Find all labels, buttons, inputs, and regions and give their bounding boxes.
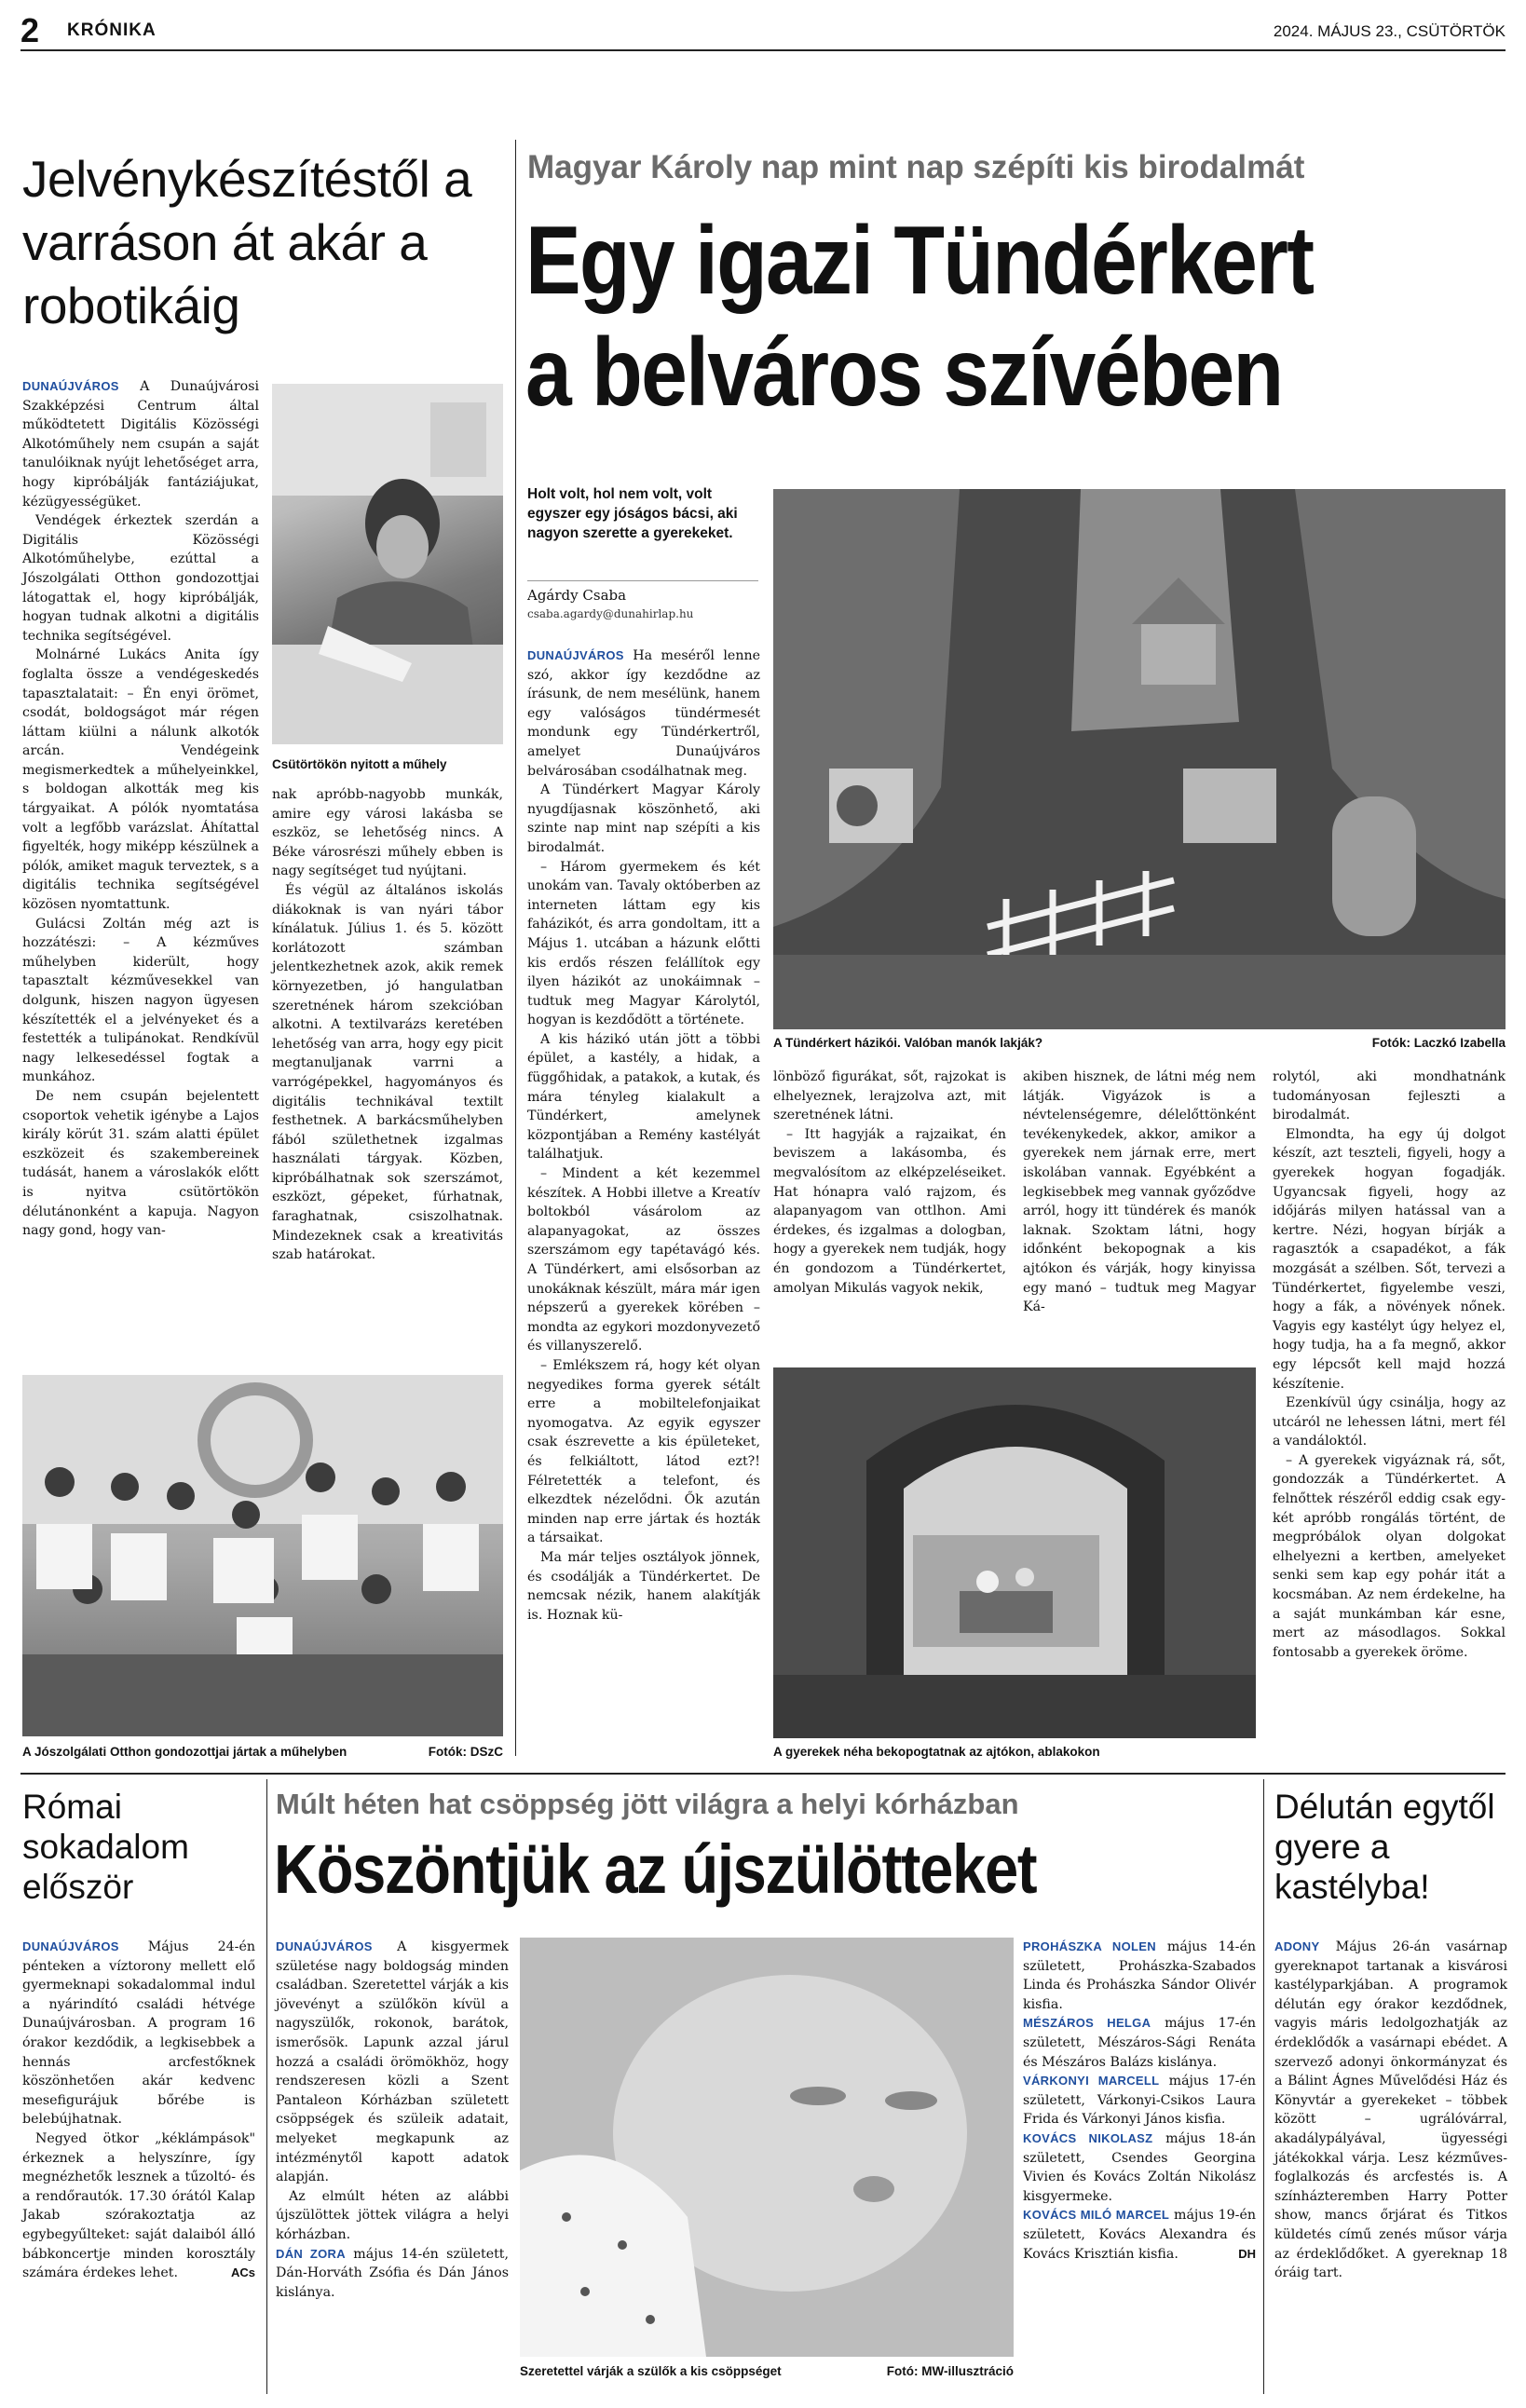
main-lead: Holt volt, hol nem volt, volt egyszer egy jóságos bácsi, aki nagyon szerette a gyerekeket. — [527, 486, 738, 541]
newborn-entry: KOVÁCS NIKOLASZ május 18-án született, Csendes Georgina Vivien és Kovács Zoltán Nikolász kisgyermeke. — [1023, 2130, 1256, 2204]
dateline: DUNAÚJVÁROS — [22, 379, 119, 393]
author-email: csaba.agardy@dunahirlap.hu — [527, 607, 694, 620]
main-col1 — [527, 646, 760, 1625]
main-para: – Emlékszem rá, hogy két olyan negyedikes forma gyerek sétált erre a mobiltelefonjaikat nyomogatva. Az egyik egyszer csak észrevette a kis épületeket, és felkiáltott, látod ezt?! Félretették a telefont, és elkezdtek nézelődni. Ők azután minden nap erre jártak és hozták a társaikat. — [527, 1357, 760, 1546]
main-para: – Itt hagyják a rajzaikat, én beviszem a lakásomba, és megvalósítom az elképzeléseiket. Hat hónapra való rajzom, és alapanyagom van ottlhon. Ami érdekes, és izgalmas a dologban, hogy a gyerekek nem tudják, hogy én gondozom a Tündérkertet, amolyan Mikulás vagyok nekik, — [773, 1126, 1006, 1296]
fairy-garden-photo — [773, 489, 1506, 1029]
column-divider — [266, 1779, 267, 2394]
newborn-para: DUNAÚJVÁROS A kisgyermek születése nagy boldogság minden családban. Szeretettel várják a kis jövevényt a szülőkön kívül a nagyszülők, rokonok, barátok, ismerősök. Lapunk azzal járul hozzá a családi örömökhöz, hogy rendszeresen közli a Szent Pantaleon Kórházban született csöppségek és szüleik adatait, melyeket megkapunk az intézménytől kapott adatok alapján. — [276, 1939, 509, 2185]
issue-date: 2024. MÁJUS 23., CSÜTÖRTÖK — [1273, 22, 1506, 40]
bottom-right-title: Délután egytől gyere a kastélyba! — [1274, 1788, 1495, 1906]
main-title-line2: a belváros szívében — [525, 319, 1283, 427]
fairy-garden-credit: Fotók: Laczkó Izabella — [1371, 1036, 1506, 1050]
bottom-left-para: DUNAÚJVÁROS Május 24-én pénteken a víztorony mellett elő gyermeknapi sokadalommal indul a nyárindító családi hétvége Dunaújvárosban. A program 16 órakor kezdődik, a legkisebbek a hennás arcfestőknek köszönhetően akár kedvenc mesefigurájuk bőrébe is belebújhatnak. — [22, 1939, 255, 2128]
left-article-para: nak apróbb-nagyobb munkák, amire egy városi lakásba se eszköz, se lehetőség nincs. A Béke városrészi műhely ebben is nagy segítséget tud nyújtani. — [272, 787, 503, 879]
main-para: akiben hisznek, de látni még nem látják. Vigyázok is a névtelenségemre, délelőttönként tevékenykedek, akkor, amikor a gyerekek nem járnak erre, mert iskolában vannak. Egyébként a legkisebbek meg vannak győződve arról, hogy itt tündérek és manók laknak. Szoktam látni, hogy időnként bekopognak a kis ajtókon és várják, hogy kinyissa egy manó – tudtuk meg Magyar Ká- — [1023, 1069, 1256, 1315]
left-article-col2 — [272, 785, 503, 1265]
fairy-garden-caption — [773, 1035, 1506, 1052]
left-article-title: Jelvénykészítéstől a varráson át akár a robotikáig — [22, 150, 472, 334]
author-block — [527, 585, 758, 622]
left-article-para: De nem csupán bejelentett csoportok vehetik igénybe a Lajos király körút 31. szám alatti épület eszközeit és szakembereinek tudását, hanem a városlakók előtt is nyitva csütörtökön délutánonként a kapuja. Nagyon nagy gond, hogy van- — [22, 1088, 259, 1239]
bottom-right-body — [1274, 1938, 1507, 2283]
left-article-para: És végül az általános iskolás diákoknak is van nyári tábor kínálatuk. Július 1. és 5. között korlátozott számban jelentkezhetnek azok, akik remek környezetben, jó hangulatban szeretnének három szekcióban alkotni. A textilvarázs keretében lehetőség van arra, hogy egy picit megtanuljanak varrni a varrógépekkel, hagyományos és digitális technikával textilt festhetnek. A barkácsműhelyben fából születhetnek izgalmas használati tárgyak. Közben, kipróbálhatnak sok szerszámot, eszközt, gépeket, fúrhatnak, faraghatnak, csiszolhatnak. Mindezeknek csak a kreativitás szab határokat. — [272, 882, 503, 1263]
workshop-photo-caption: Csütörtökön nyitott a műhely — [272, 757, 447, 771]
page-header — [20, 11, 1506, 49]
left-article-para: DUNAÚJVÁROS A Dunaújvárosi Szakképzési Centrum által működtetett Digitális Közösségi Alkotóműhely nem csupán a saját tanulóiknak nyújt lehetőséget arra, hogy kipróbálják fantáziájukat, kézügyességüket. — [22, 379, 260, 510]
left-article-para: Molnárné Lukács Anita így foglalta össze a vendégeskedés tapasztalatait: – Én enyi örömet, csodát, boldogságot már régen láttam kiülni a nálunk alkotók arcán. Vendégeink megismerkedtek a műhelyeinkkel, s boldogan alkották meg kis tárgyaikat. A pólók nyomtatása volt a legfőbb varázslat. Áhítattal figyelték, hogy miképp készülnek a pólók, amiket maguk terveztek, s a digitális technika segítségével közösen nyomtattunk. — [22, 647, 259, 913]
main-col2 — [773, 1068, 1006, 1298]
main-title-line1: Egy igazi Tündérkert — [525, 207, 1314, 315]
main-kicker: Magyar Károly nap mint nap szépíti kis birodalmát — [527, 149, 1305, 185]
fairy-garden-illustration — [773, 489, 1506, 1029]
main-title — [525, 205, 1375, 429]
newborn-entry: PROHÁSZKA NOLEN május 14-én született, Prohászka-Szabados Linda és Prohászka Sándor Olivér kisfia. — [1023, 1939, 1257, 2012]
page-number: 2 — [20, 11, 40, 49]
header-rule — [20, 49, 1506, 51]
bottom-section-rule — [20, 1773, 1506, 1775]
main-para: Elmondta, ha egy új dolgot készít, azt teszteli, figyeli, hogy a gyerekek hogyan fogadják. Ugyancsak figyeli, hogy az időjárás milyen hatással van a kertre. Nézi, hogyan bírják a ragasztók a csapadékot, a fák mozgását a szélben. Sőt, tervezi a Tündérkertet, figyelembe veszi, hogy a fák, a növények nőnek. Vagyis egy kastélyt úgy helyez el, hogy tudja, ha a fa megnő, akkor egy lépcsőt kell majd hozzá készítenie. — [1273, 1126, 1506, 1392]
newborn-photo-caption — [520, 2363, 1014, 2380]
main-para: A Tündérkert Magyar Károly nyugdíjasnak köszönhető, aki szinte nap mint nap szépíti a kis birodalmát. — [527, 782, 760, 855]
group-photo — [22, 1375, 503, 1736]
newborn-entry: DÁN ZORA május 14-én született, Dán-Horváth Zsófia és Dán János kislánya. — [276, 2246, 509, 2300]
newborn-para: Az elmúlt héten az alábbi újszülöttek jöttek világra a helyi kórházban. — [276, 2188, 509, 2242]
main-para: lönböző figurákat, sőt, rajzokat is elhelyeznek, lerajzolva azt, mit szeretnének látni. — [773, 1069, 1006, 1123]
dateline: ADONY — [1274, 1939, 1320, 1953]
dateline: DUNAÚJVÁROS — [527, 648, 624, 662]
main-para: – A gyerekek vigyáznak rá, sőt, gondozzák a Tündérkertet. A felnőttek részéről eddig csak egy-két apróbb rongálás történt, de megpróbálok olyan dolgokat elhelyezni a kertben, amelyeket senki sem kap egy pohár itát a kocsmában. Az nem érdekelne, ha a saját munkámban kár esne, mert az másodlagos. Sokkal fontosabb a gyerekek öröme. — [1273, 1452, 1506, 1660]
group-photo-caption — [22, 1744, 503, 1761]
fairy-garden-caption-text: A Tündérkert házikói. Valóban manók lakják? — [773, 1036, 1043, 1050]
fairy-door-photo — [773, 1367, 1256, 1738]
fairy-door-caption: A gyerekek néha bekopogtatnak az ajtókon, ablakokon — [773, 1745, 1100, 1759]
workshop-photo — [272, 384, 503, 744]
bottom-left-body — [22, 1938, 255, 2283]
main-col3 — [1023, 1068, 1256, 1317]
workshop-illustration — [272, 384, 503, 744]
main-para: A kis házikó után jött a többi épület, a kastély, a hidak, a függőhidak, a patakok, a kutak, és mára tényleg kialakult a Tündérkert, amelynek központjában a Remény kastélyát találhatjuk. — [527, 1031, 760, 1163]
baby-name: KOVÁCS NIKOLASZ — [1023, 2130, 1153, 2145]
left-article-col1 — [22, 377, 259, 1241]
fairy-door-illustration — [773, 1367, 1256, 1738]
author-name: Agárdy Csaba — [527, 587, 627, 604]
lead-rule — [527, 580, 758, 581]
bottom-center-col2 — [1023, 1938, 1256, 2264]
newborn-photo-credit: Fotó: MW-illusztráció — [886, 2364, 1014, 2378]
baby-name: KOVÁCS MILÓ MARCEL — [1023, 2208, 1170, 2223]
bottom-center-signature: DH — [1238, 2246, 1256, 2261]
newborn-entry: KOVÁCS MILÓ MARCEL május 19-én született, Kovács Alexandra és Kovács Krisztián kisfia. DH — [1023, 2206, 1256, 2264]
section-name: KRÓNIKA — [67, 20, 157, 40]
group-caption-text: A Jószolgálati Otthon gondozottjai jártak a műhelyben — [22, 1745, 347, 1759]
newborn-entry: VÁRKONYI MARCELL május 17-én született, Várkonyi-Csikos Laura Frida és Várkonyi János kisfia. — [1023, 2074, 1257, 2128]
main-para: Ezenkívül úgy csinálja, hogy az utcáról ne lehessen látni, mert fél a vandáloktól. — [1273, 1395, 1506, 1449]
bottom-left-title: Római sokadalom először — [22, 1788, 189, 1906]
newborn-caption-text: Szeretettel várják a szülők a kis csöppséget — [520, 2364, 782, 2378]
main-para: DUNAÚJVÁROS Ha meséről lenne szó, akkor így kezdődne az írásunk, de nem mesélünk, hanem egy valóságos tündérmesét mondunk egy Tündérkertről, amelyet Dunaújváros belvárosában csodálhatnak meg. — [527, 648, 761, 779]
left-article-para: Gulácsi Zoltán még azt is hozzátészi: – A kézműves műhelyben kiderült, hogy tapasztalt kézművesekkel van dolgunk, hiszen nagyon ügyesen készítették el a jelvényeket és a festették a tulipánokat. Rendkívül nagy lelkesedéssel fogtak a munkához. — [22, 916, 259, 1085]
bottom-left-para: Negyed ötkor „kéklámpások" érkeznek a helyszínre, így megnézhetők lesznek a tűzoltó- és a rendőrautók. 17.30 órától Kalap Jakab szórakoztatja az egybegyűlteket: saját dalaiból álló bábkoncertje minden korosztály számára érdekes lehet. ACs — [22, 2129, 255, 2283]
baby-name: MÉSZÁROS HELGA — [1023, 2016, 1151, 2031]
newborn-photo — [520, 1938, 1014, 2357]
baby-name: PROHÁSZKA NOLEN — [1023, 1939, 1156, 1953]
group-photo-credit: Fotók: DSzC — [428, 1745, 503, 1759]
group-illustration — [22, 1375, 503, 1736]
main-para: – Mindent a két kezemmel készítek. A Hobbi illetve a Kreatív boltokból vásárolom az alapanyagokat, az összes szerszámom egy tapétavágó kés. A Tündérkert, ami elsősorban az unokáknak készült, mára már igen népszerű a gyerekek körében – mondta az egykori mozdonyvezető és villanyszerelő. — [527, 1166, 760, 1354]
main-para: Ma már teljes osztályok jönnek, és csodálják a Tündérkertet. De nemcsak nézik, hanem alakítják is. Hoznak kü- — [527, 1549, 760, 1623]
column-divider — [1263, 1779, 1264, 2394]
column-divider — [515, 140, 516, 1756]
bottom-center-kicker: Múlt héten hat csöppség jött világra a helyi kórházban — [276, 1788, 1019, 1820]
baby-name: DÁN ZORA — [276, 2246, 346, 2261]
left-article-para: Vendégek érkeztek szerdán a Digitális Közösségi Alkotóműhelybe, ezúttal a Jószolgálati Otthon gondozottjai látogattak el, hogy kipróbálják, hogyan tudnak alkotni a digitális technika segítségével. — [22, 513, 259, 644]
main-para: rolytól, aki mondhatnánk tudományosan fejleszti a birodalmát. — [1273, 1069, 1506, 1123]
baby-name: VÁRKONYI MARCELL — [1023, 2074, 1160, 2088]
newborn-entry: MÉSZÁROS HELGA május 17-én született, Mészáros-Sági Renáta és Mészáros Balázs kislánya. — [1023, 2016, 1257, 2070]
newborn-illustration — [520, 1938, 1014, 2357]
main-col4 — [1273, 1068, 1506, 1662]
bottom-right-para: ADONY Május 26-án vasárnap gyereknapot tartanak a kisvárosi kastélyparkjában. A programok délután egy órakor kezdődnek, vagyis máris ledolgozhatják az érdeklődők a vasárnapi ebédet. A szervező adonyi önkormányzat és a Bálint Ágnes Művelődési Ház és Könyvtár a gyerekeket – többek között – ugrálóvárral, akadálypályával, ügyességi játékokkal várja. Lesz kézműves-foglalkozás és arcfestés is. A színházteremben Harry Potter show, mancs őrjárat és Titkos küldetés című zenés műsor várja az érdeklődőket. A gyereknap 18 óráig tart. — [1274, 1939, 1508, 2281]
bottom-center-title: Köszöntjük az újszülötteket — [274, 1830, 1037, 1908]
main-para: – Három gyermekem és két unokám van. Tavaly októberben az interneten láttam egy kis faházikót, és arra gondoltam, itt a Május 1. utcában a házunk előtti kis erdős részen felállítok egy ilyen házikót az unokáimnak – tudtuk meg Magyar Károlytól, hogyan is kezdődött a története. — [527, 859, 760, 1028]
bottom-left-signature: ACs — [230, 2265, 255, 2280]
bottom-center-col1 — [276, 1938, 509, 2302]
dateline: DUNAÚJVÁROS — [276, 1939, 373, 1953]
dateline: DUNAÚJVÁROS — [22, 1939, 119, 1953]
